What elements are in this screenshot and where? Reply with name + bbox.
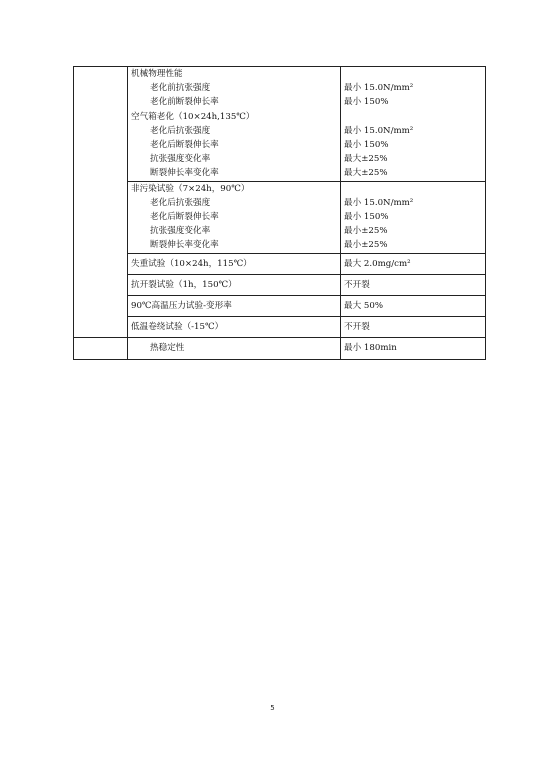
value-line: 最小±25% (344, 240, 388, 251)
value-line: 最大±25% (344, 154, 388, 165)
parameter-cell (128, 296, 341, 317)
parameter-line: 老化后抗张强度 (150, 125, 211, 136)
value-line (344, 110, 482, 124)
value-cell (341, 253, 486, 274)
value-line: 最大±25% (344, 168, 388, 179)
parameter-line: 抗张强度变化率 (150, 154, 211, 165)
value-cell (341, 181, 486, 253)
table-row (74, 296, 486, 317)
table-row (74, 253, 486, 274)
parameter-line: 老化前断裂伸长率 (150, 97, 219, 108)
parameter-line: 老化后断裂伸长率 (150, 212, 219, 223)
table-row (74, 317, 486, 338)
value-line: 最小±25% (344, 226, 388, 237)
value-line (344, 182, 482, 196)
parameter-line: 低温卷绕试验（-15℃） (131, 322, 224, 333)
value-cell (341, 67, 486, 182)
parameter-line: 失重试验（10×24h，115℃） (131, 258, 252, 269)
parameter-line: 90℃高温压力试验-变形率 (131, 301, 232, 312)
table-row (74, 338, 486, 359)
value-line: 最大 50% (344, 301, 384, 312)
value-cell (341, 296, 486, 317)
parameter-line: 老化前抗张强度 (150, 83, 211, 94)
parameter-line: 热稳定性 (150, 343, 185, 354)
value-line: 最小 15.0N/mm² (344, 83, 414, 94)
value-line: 最小 150% (344, 212, 389, 223)
value-line: 最小 180min (344, 343, 397, 354)
parameter-line: 抗张强度变化率 (150, 226, 211, 237)
parameter-cell (128, 67, 341, 182)
spec-table (73, 66, 486, 360)
parameter-cell (128, 338, 341, 359)
parameter-cell (128, 317, 341, 338)
value-line: 最小 15.0N/mm² (344, 125, 414, 136)
empty-column-cell (74, 338, 128, 359)
parameter-line: 断裂伸长率变化率 (150, 240, 219, 251)
parameter-line: 机械物理性能 (131, 69, 183, 79)
parameter-line: 断裂伸长率变化率 (150, 168, 219, 179)
value-line (344, 67, 482, 81)
value-line: 最小 15.0N/mm² (344, 197, 414, 208)
parameter-cell (128, 181, 341, 253)
value-cell (341, 317, 486, 338)
parameter-line: 抗开裂试验（1h，150℃） (131, 279, 237, 290)
value-line: 不开裂 (344, 322, 370, 333)
value-line: 最小 150% (344, 97, 389, 108)
value-cell (341, 338, 486, 359)
spec-table-body (74, 67, 486, 360)
parameter-line: 老化后抗张强度 (150, 197, 211, 208)
value-cell (341, 274, 486, 295)
parameter-line: 空气箱老化（10×24h,135℃） (131, 111, 255, 122)
value-line: 最大 2.0mg/cm² (344, 258, 411, 269)
table-row-group (74, 181, 486, 253)
parameter-line: 老化后断裂伸长率 (150, 140, 219, 151)
table-row-group (74, 67, 486, 182)
value-line: 不开裂 (344, 279, 370, 290)
parameter-cell (128, 253, 341, 274)
empty-column-cell (74, 67, 128, 338)
value-line: 最小 150% (344, 140, 389, 151)
table-row (74, 274, 486, 295)
parameter-line: 非污染试验（7×24h，90℃） (131, 183, 250, 194)
parameter-cell (128, 274, 341, 295)
page-number: 5 (270, 704, 275, 712)
